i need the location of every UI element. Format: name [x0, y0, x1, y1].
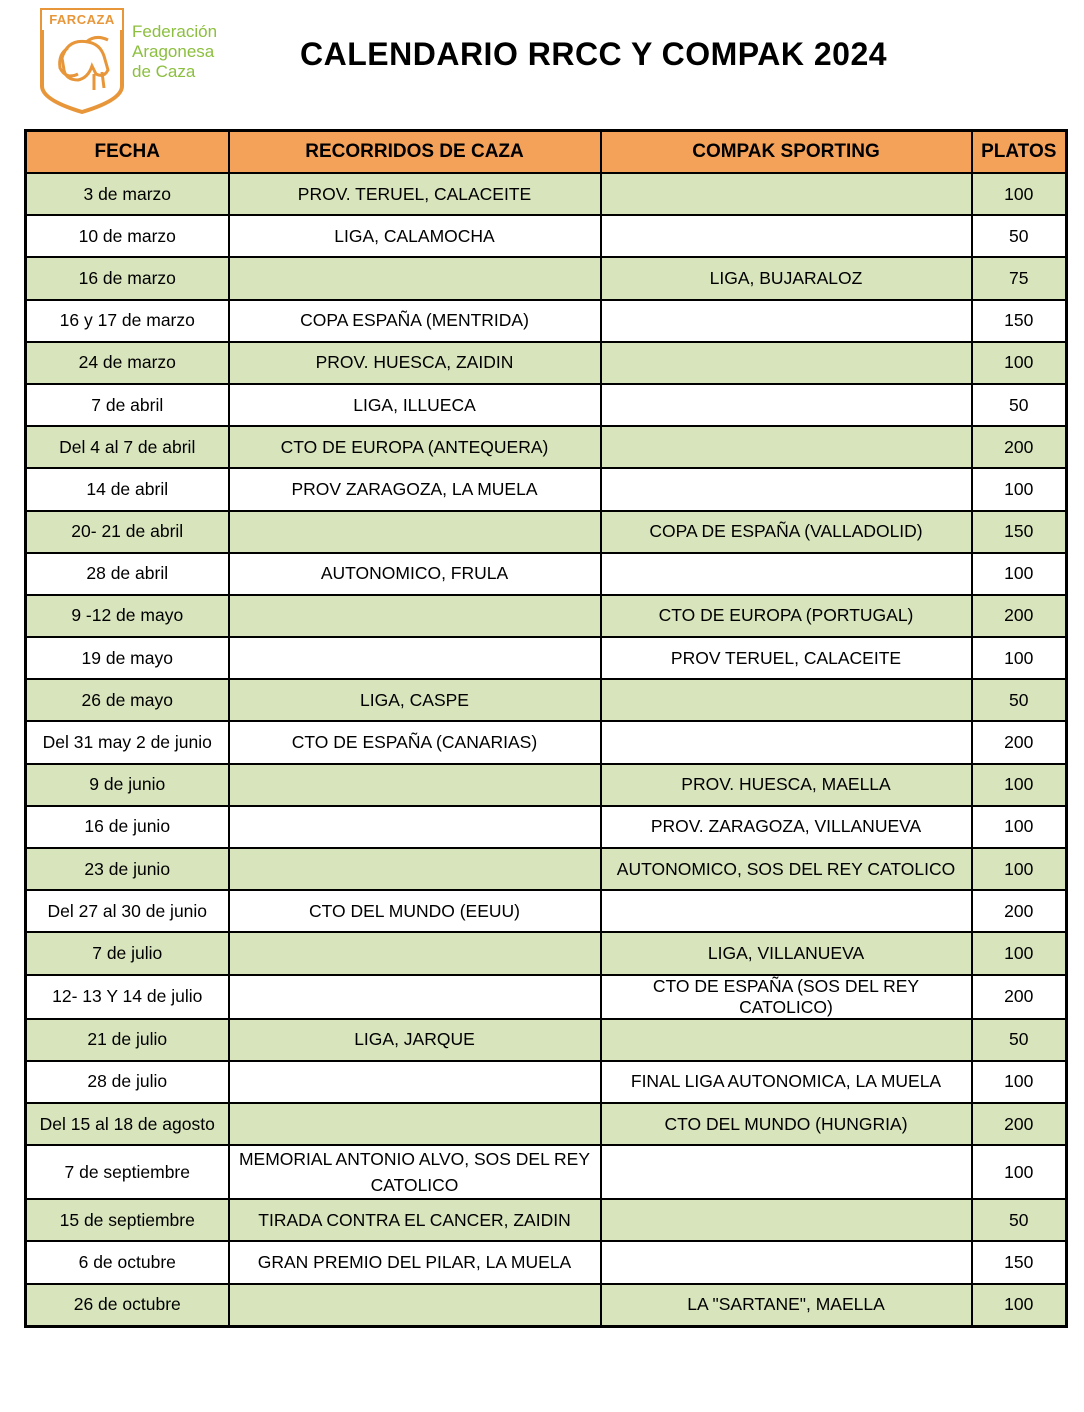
cell-fecha: 12- 13 Y 14 de julio: [26, 975, 229, 1019]
cell-recorridos: LIGA, JARQUE: [229, 1019, 601, 1061]
cell-platos: 200: [972, 890, 1067, 932]
cell-fecha: 7 de septiembre: [26, 1145, 229, 1199]
table-row: [26, 848, 1067, 890]
cell-compak: CTO DE EUROPA (PORTUGAL): [601, 595, 972, 637]
cell-recorridos: MEMORIAL ANTONIO ALVO, SOS DEL REY CATOLICO: [229, 1145, 601, 1199]
cell-platos: 100: [972, 468, 1067, 510]
cell-recorridos: [229, 257, 601, 299]
cell-compak: [601, 426, 972, 468]
cell-fecha: Del 4 al 7 de abril: [26, 426, 229, 468]
cell-recorridos: PROV. TERUEL, CALACEITE: [229, 173, 601, 215]
cell-recorridos: [229, 1103, 601, 1145]
cell-platos: 100: [972, 637, 1067, 679]
cell-compak: LIGA, BUJARALOZ: [601, 257, 972, 299]
table-row: [26, 1145, 1067, 1199]
cell-recorridos: CTO DE ESPAÑA (CANARIAS): [229, 721, 601, 763]
cell-recorridos: LIGA, CALAMOCHA: [229, 215, 601, 257]
table-row: [26, 806, 1067, 848]
cell-recorridos: TIRADA CONTRA EL CANCER, ZAIDIN: [229, 1199, 601, 1241]
cell-platos: 150: [972, 511, 1067, 553]
table-row: [26, 1241, 1067, 1283]
table-row: [26, 1199, 1067, 1241]
cell-fecha: 16 y 17 de marzo: [26, 300, 229, 342]
cell-platos: 200: [972, 1103, 1067, 1145]
cell-fecha: 10 de marzo: [26, 215, 229, 257]
table-row: [26, 1061, 1067, 1103]
cell-fecha: 19 de mayo: [26, 637, 229, 679]
cell-recorridos: CTO DE EUROPA (ANTEQUERA): [229, 426, 601, 468]
page-title: CALENDARIO RRCC Y COMPAK 2024: [300, 36, 888, 72]
cell-recorridos: PROV ZARAGOZA, LA MUELA: [229, 468, 601, 510]
cell-recorridos: [229, 1061, 601, 1103]
logo-badge-text: FARCAZA: [49, 12, 115, 27]
cell-fecha: 23 de junio: [26, 848, 229, 890]
table-row: [26, 468, 1067, 510]
cell-fecha: Del 15 al 18 de agosto: [26, 1103, 229, 1145]
cell-fecha: 9 -12 de mayo: [26, 595, 229, 637]
table-row: [26, 1284, 1067, 1327]
table-row: [26, 342, 1067, 384]
cell-platos: 100: [972, 1145, 1067, 1199]
table-row: [26, 1103, 1067, 1145]
cell-recorridos: [229, 764, 601, 806]
cell-platos: 100: [972, 764, 1067, 806]
table-row: [26, 426, 1067, 468]
cell-fecha: 20- 21 de abril: [26, 511, 229, 553]
cell-fecha: 26 de octubre: [26, 1284, 229, 1327]
cell-recorridos: GRAN PREMIO DEL PILAR, LA MUELA: [229, 1241, 601, 1283]
cell-fecha: 28 de abril: [26, 553, 229, 595]
table-row: [26, 764, 1067, 806]
cell-platos: 100: [972, 932, 1067, 974]
table-row: [26, 257, 1067, 299]
cell-compak: FINAL LIGA AUTONOMICA, LA MUELA: [601, 1061, 972, 1103]
header-fecha: FECHA: [26, 131, 229, 174]
cell-compak: [601, 384, 972, 426]
cell-platos: 150: [972, 1241, 1067, 1283]
cell-fecha: Del 31 may 2 de junio: [26, 721, 229, 763]
table-row: [26, 721, 1067, 763]
cell-compak: [601, 1019, 972, 1061]
cell-recorridos: [229, 932, 601, 974]
cell-compak: [601, 173, 972, 215]
table-row: [26, 975, 1067, 1019]
cell-fecha: 14 de abril: [26, 468, 229, 510]
cell-fecha: 28 de julio: [26, 1061, 229, 1103]
cell-compak: [601, 1199, 972, 1241]
farcaza-logo: [38, 8, 238, 114]
table-row: [26, 932, 1067, 974]
cell-fecha: 3 de marzo: [26, 173, 229, 215]
cell-platos: 100: [972, 1284, 1067, 1327]
table-row: [26, 890, 1067, 932]
cell-compak: AUTONOMICO, SOS DEL REY CATOLICO: [601, 848, 972, 890]
cell-compak: [601, 679, 972, 721]
cell-platos: 100: [972, 848, 1067, 890]
cell-compak: [601, 1241, 972, 1283]
cell-fecha: 7 de julio: [26, 932, 229, 974]
cell-recorridos: LIGA, CASPE: [229, 679, 601, 721]
logo-org-line: Aragonesa: [132, 42, 215, 61]
cell-compak: PROV TERUEL, CALACEITE: [601, 637, 972, 679]
cell-compak: LIGA, VILLANUEVA: [601, 932, 972, 974]
cell-fecha: 21 de julio: [26, 1019, 229, 1061]
header-compak: COMPAK SPORTING: [601, 131, 972, 174]
cell-recorridos: [229, 975, 601, 1019]
table-row: [26, 637, 1067, 679]
cell-platos: 200: [972, 721, 1067, 763]
cell-platos: 50: [972, 384, 1067, 426]
cell-platos: 150: [972, 300, 1067, 342]
cell-platos: 100: [972, 342, 1067, 384]
cell-recorridos: [229, 848, 601, 890]
cell-recorridos: [229, 595, 601, 637]
cell-platos: 75: [972, 257, 1067, 299]
table-row: [26, 173, 1067, 215]
table-row: [26, 300, 1067, 342]
cell-recorridos: [229, 1284, 601, 1327]
cell-platos: 50: [972, 215, 1067, 257]
cell-compak: PROV. ZARAGOZA, VILLANUEVA: [601, 806, 972, 848]
table-row: [26, 384, 1067, 426]
cell-recorridos: AUTONOMICO, FRULA: [229, 553, 601, 595]
cell-platos: 50: [972, 679, 1067, 721]
cell-compak: CTO DEL MUNDO (HUNGRIA): [601, 1103, 972, 1145]
table-row: [26, 511, 1067, 553]
cell-platos: 100: [972, 553, 1067, 595]
table-row: [26, 679, 1067, 721]
cell-platos: 200: [972, 426, 1067, 468]
cell-fecha: Del 27 al 30 de junio: [26, 890, 229, 932]
cell-recorridos: [229, 806, 601, 848]
cell-fecha: 16 de marzo: [26, 257, 229, 299]
cell-platos: 50: [972, 1199, 1067, 1241]
cell-recorridos: [229, 511, 601, 553]
cell-platos: 50: [972, 1019, 1067, 1061]
cell-compak: [601, 300, 972, 342]
table-row: [26, 553, 1067, 595]
cell-compak: [601, 342, 972, 384]
cell-recorridos: COPA ESPAÑA (MENTRIDA): [229, 300, 601, 342]
cell-fecha: 26 de mayo: [26, 679, 229, 721]
cell-recorridos: LIGA, ILLUECA: [229, 384, 601, 426]
cell-compak: COPA DE ESPAÑA (VALLADOLID): [601, 511, 972, 553]
cell-platos: 100: [972, 1061, 1067, 1103]
cell-fecha: 16 de junio: [26, 806, 229, 848]
cell-fecha: 9 de junio: [26, 764, 229, 806]
logo-org-line: de Caza: [132, 62, 196, 81]
cell-recorridos: [229, 637, 601, 679]
table-header-row: [26, 131, 1067, 174]
cell-compak: PROV. HUESCA, MAELLA: [601, 764, 972, 806]
cell-compak: LA "SARTANE", MAELLA: [601, 1284, 972, 1327]
cell-compak: [601, 721, 972, 763]
logo-org-line: Federación: [132, 22, 218, 41]
cell-compak: [601, 890, 972, 932]
cell-fecha: 6 de octubre: [26, 1241, 229, 1283]
table-body: [26, 173, 1067, 1326]
cell-platos: 200: [972, 975, 1067, 1019]
cell-platos: 200: [972, 595, 1067, 637]
cell-recorridos: CTO DEL MUNDO (EEUU): [229, 890, 601, 932]
cell-fecha: 24 de marzo: [26, 342, 229, 384]
table-row: [26, 1019, 1067, 1061]
header-platos: PLATOS: [972, 131, 1067, 174]
cell-fecha: 15 de septiembre: [26, 1199, 229, 1241]
cell-fecha: 7 de abril: [26, 384, 229, 426]
cell-compak: CTO DE ESPAÑA (SOS DEL REY CATOLICO): [601, 975, 972, 1019]
calendar-table: [24, 129, 1068, 1328]
cell-platos: 100: [972, 173, 1067, 215]
cell-recorridos: PROV. HUESCA, ZAIDIN: [229, 342, 601, 384]
logo-org-name: [132, 22, 217, 82]
table-row: [26, 215, 1067, 257]
cell-compak: [601, 468, 972, 510]
cell-compak: [601, 215, 972, 257]
cell-platos: 100: [972, 806, 1067, 848]
cell-compak: [601, 1145, 972, 1199]
header-recorridos: RECORRIDOS DE CAZA: [229, 131, 601, 174]
cell-compak: [601, 553, 972, 595]
table-row: [26, 595, 1067, 637]
